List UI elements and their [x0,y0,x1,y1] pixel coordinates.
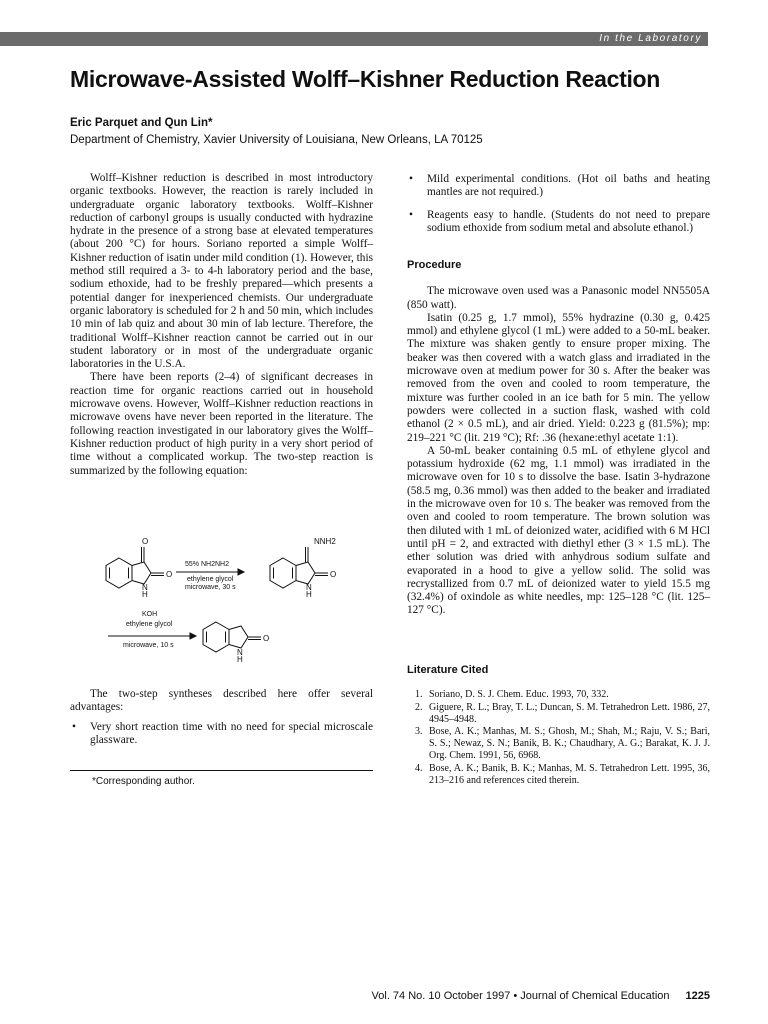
literature-heading: Literature Cited [407,664,489,676]
page-number: 1225 [685,990,710,1002]
list-item: • Mild experimental conditions. (Hot oil baths and heating mantles are not required.) [407,173,710,200]
advantages-list-left [70,721,373,748]
advantages-intro: The two-step syntheses described here offer several advantages: [70,688,373,714]
oxindole-oxygen-label: O [263,634,270,643]
list-item: • Reagents easy to handle. (Students do not need to prepare sodium ethoxide from sodium metal and absolute ethanol.) [407,209,710,236]
article-authors: Eric Parquet and Qun Lin* [70,117,213,129]
reaction-scheme [90,535,370,663]
footnote: *Corresponding author. [92,776,195,787]
footnote-rule [70,770,373,771]
section-label: In the Laboratory [599,33,702,44]
isatin-hydrogen-label: H [142,590,148,599]
isatin-five-ring [132,562,151,584]
left-column-advantages [70,688,373,756]
procedure-paragraph: A 50-mL beaker containing 0.5 mL of ethylene glycol and potassium hydroxide (62 mg, 1.1 mmol) was irradiated in the microwave oven for 10 s to dissolve the base. Isatin 3-hydrazone (58.5 mg, 0.36 mmol) was then added to the beaker and irradiated in the microwave oven for 10 s. The beaker was removed from the oven and cooled to room temperature. The brown solution was then diluted with 1 mL of deionized water, acidified with 6 M HCl until pH = 2, and extracted with diethyl ether (3 × 1.5 mL). The ether solution was dried with anhydrous sodium sulfate and evaporated in a hood to give a yellow solid. The solid was recrystallized from 0.7 mL of deionized water to yield 15.5 mg (32.4%) of oxindole as white needles, mp: 125–128 °C (lit. 125–127 °C). [407,444,710,617]
literature-section [407,664,710,787]
hydrazone-nnh2-label: NNH2 [314,537,336,546]
reaction-scheme-drawing [90,535,370,663]
reports-paragraph: There have been reports (2–4) of significant decreases in reaction time for organic reactions carried out in household microwave ovens. However, Wolff–Kishner reduction reactions in microwave ovens have never been reported in the literature. The following reaction investigated in our laboratory gives the Wolff–Kishner reduction product of high purity in a very short period of time without a complicated workup. The two-step reaction is summarized by the following equation: [70,371,373,477]
reference-item: 2. Giguere, R. L.; Bray, T. L.; Duncan, S. M. Tetrahedron Lett. 1986, 27, 4945–4948. [415,701,710,725]
step2-conditions-microwave: microwave, 10 s [123,642,174,649]
isatin-nitrogen-label: N [142,583,148,592]
procedure-section [407,259,710,618]
reference-list [407,689,710,787]
step1-conditions-microwave: microwave, 30 s [185,584,236,591]
step1-conditions-solvent: ethylene glycol [187,576,234,583]
article-affiliation: Department of Chemistry, Xavier University of Louisiana, New Orleans, LA 70125 [70,134,483,146]
hydrazone-hydrogen-label: H [306,590,312,599]
journal-citation: Vol. 74 No. 10 October 1997 • Journal of Chemical Education [371,990,670,1002]
procedure-heading: Procedure [407,259,462,271]
procedure-paragraph: Isatin (0.25 g, 1.7 mmol), 55% hydrazine (0.30 g, 0.425 mmol) and ethylene glycol (1 mL) were added to a 50-mL beaker. The mixture was shaken gently to ensure proper mixing. The beaker was then covered with a watch glass and irradiated in the microwave oven at medium power for 30 s. After the beaker was removed from the oven and cooled to room temperature, the mixture was further cooled in an ice bath for 5 min. The yellow powders were collected in a suction flask, washed with cold ethanol (2 × 0.5 mL), and air dried. Yield: 0.223 g (81.5%); mp: 219–221 °C (lit. 219 °C); Rf: .36 (hexane:ethyl acetate 1:1). [407,311,710,444]
page-footer [372,990,710,1002]
reference-item: 4. Bose, A. K.; Banik, B. K.; Manhas, M. S. Tetrahedron Lett. 1995, 36, 213–216 and references cited therein. [415,762,710,786]
hydrazone-nitrogen-label: N [306,583,312,592]
reference-item: 1. Soriano, D. S. J. Chem. Educ. 1993, 70, 332. [415,689,609,701]
left-column-body [70,172,373,478]
step2-reagent-label: KOH [142,611,158,618]
isatin-oxygen-label: O [142,537,149,546]
list-item: • Very short reaction time with no need for special microscale glassware. [70,721,373,748]
oxindole-five-ring [229,626,248,648]
section-header-bar [0,32,708,46]
oxindole-hydrogen-label: H [237,655,243,663]
procedure-paragraph: The microwave oven used was a Panasonic model NN5505A (850 watt). [407,285,710,311]
advantages-list-right [407,173,710,235]
step2-conditions-solvent: ethylene glycol [126,621,173,628]
hydrazone-five-ring [296,562,315,584]
oxindole-nitrogen-label: N [237,648,243,657]
right-column-advantages [407,173,710,244]
intro-paragraph: Wolff–Kishner reduction is described in most introductory organic textbooks. However, the reaction is rarely included in undergraduate organic laboratory textbooks. Wolff–Kishner reduction of carbonyl groups is usually conducted with hydrazine hydrate in the presence of a strong base at elevated temperatures (about 200 °C) for hours. Soriano reported a simple Wolff–Kishner reduction of isatin under mild condition (1). However, this method still required a 3- to 4-h laboratory period and the base, sodium ethoxide, had to be freshly prepared—which presents a potential danger for inexperienced chemists. Our undergraduate organic laboratory is scheduled for 2 h and 50 min, which includes 10 min of lab quiz and about 30 min of lab lecture. Therefore, the traditional Wolff–Kishner reaction cannot be carried out in our student laboratory or in most of the undergraduate organic laboratories in the U.S.A. [70,172,373,371]
isatin-carbonyl-oxygen-label: O [166,570,173,579]
step1-reagent-label: 55% NH2NH2 [185,561,229,568]
hydrazone-oxygen-label: O [330,570,337,579]
article-title: Microwave-Assisted Wolff–Kishner Reduction Reaction [70,66,661,92]
reference-item: 3. Bose, A. K.; Manhas, M. S.; Ghosh, M.; Shah, M.; Raju, V. S.; Bari, S. S.; Newaz, S. N.; Banik, B. K.; Chaudhary, A. G.; Barakat, K. J. J. Org. Chem. 1991, 56, 6968. [415,725,710,762]
